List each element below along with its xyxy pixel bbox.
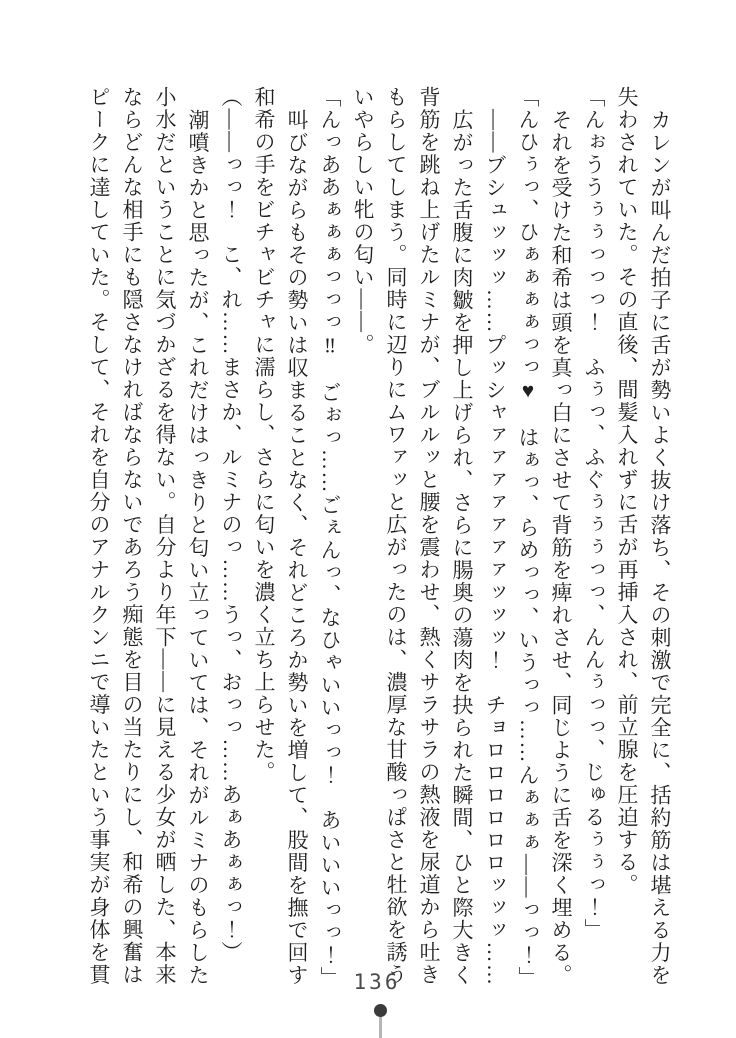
text-column-15: 潮噴きかと思ったが、これだけはっきりと匂い立っていては、それがルミナのもらした [186,109,210,987]
text-column-5: 「んひぅっ、ひぁぁぁぁっっ♥ はぁっ、らめっっ、いうっっ……んぁぁぁ――っっ！」 [516,86,540,989]
text-column-6: ――ブシュッッッ……プッシャァァァァァァァッッッ！ チョロロロロロロッッッ…… [483,109,507,987]
text-column-3: 「んぉううぅぅっっっ！ ふぅっ、ふぐぅぅぅっっ、んんぅっっ、じゅるぅぅっ！」 [582,86,606,941]
pin-stem [379,1015,382,1038]
text-column-4: それを受けた和希は頭を真っ白にさせて背筋を痺れさせ、同じように舌を深く埋める。 [549,109,573,987]
text-column-11: 「んっああぁぁぁっっっ‼ ごぉっ……ごぇんっ、なひゃいいっっ！ あいいいっっ！」 [318,86,342,989]
text-column-9: もらしてしまう。同時に辺りにムワァッと広がったのは、濃厚な甘酸っぱさと牡欲を誘う [384,86,408,986]
text-column-2: 失わされていた。その直後、間髪入れずに舌が再挿入され、前立腺を圧迫する。 [615,86,639,896]
text-column-7: 広がった舌腹に肉皺を押し上げられ、さらに腸奥の蕩肉を抉られた瞬間、ひと際大きく [450,109,474,987]
page-number: 136 [353,970,401,994]
text-column-1: カレンが叫んだ拍子に舌が勢いよく抜け落ち、その刺激で完全に、括約筋は堪える力を [648,109,672,987]
text-column-8: 背筋を跳ね上げたルミナが、ブルルッと腰を震わせ、熱くサラサラの熱液を尿道から吐き [417,86,441,986]
pin-circle [374,1004,387,1017]
text-column-16: 小水だということに気づかざるを得ない。自分より年下――に見える少女が晒した、本来 [153,86,177,986]
text-column-17: ならどんな相手にも隠さなければならないであろう痴態を目の当たりにし、和希の興奮は [120,86,144,986]
text-column-18: ピークに達していた。そして、それを自分のアナルクンニで導いたという事実が身体を貫 [87,86,111,986]
text-column-14: （――っっ！ こ、れ……まさか、ルミナのっ……うっ、おっっ……あぁあぁぁっ！） [219,86,243,964]
text-column-10: いやらしい牝の匂い――。 [351,86,375,356]
text-column-12: 叫びながらもその勢いは収まることなく、それどころか勢いを増して、股間を撫で回す [285,109,309,987]
text-column-13: 和希の手をビチャビチャに濡らし、さらに匂いを濃く立ち上らせた。 [252,86,276,784]
